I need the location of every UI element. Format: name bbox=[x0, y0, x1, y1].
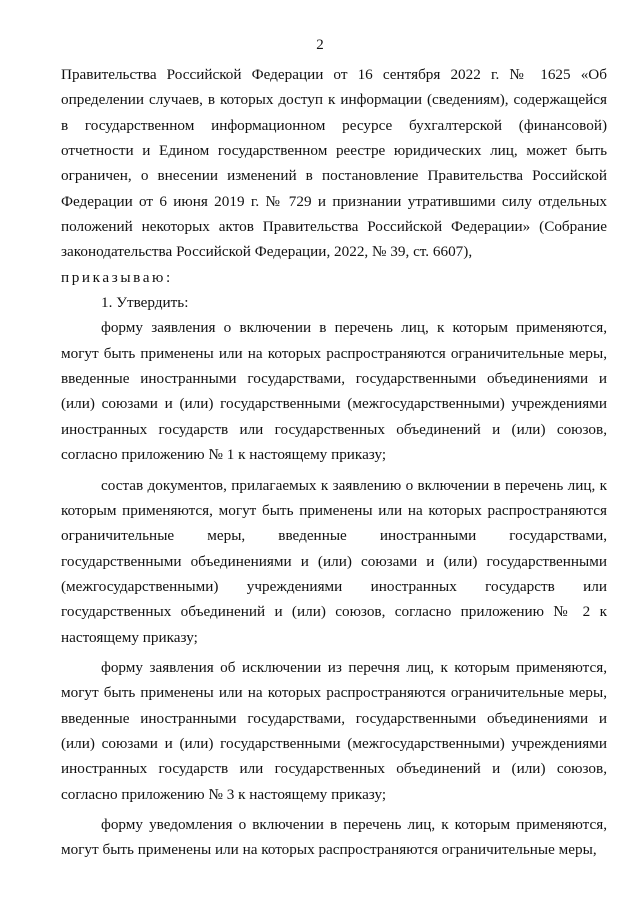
intro-text: Правительства Российской Федерации от 16 сентября 2022 г. № 1625 «Об определении случаев, в которых доступ к информации (сведениям), содержащейся в государственном информационном ресурсе бухгалтерской (финансовой) отчетности и Едином государственном реестре юридических лиц, может быть ограничен, о внесении изменений в постановление Правительства Российской Федерации от 6 июня 2019 г. № 729 и признании утратившими силу отдельных положений некоторых актов Правительства Российской Федерации» (Собрание законодательства Российской Федерации, 2022, № 39, ст. 6607), bbox=[61, 66, 607, 261]
approval-paragraph: форму заявления о включении в перечень лиц, к которым применяются, могут быть применены или на которых распространяются ограничительные меры, введенные иностранными государствами, государственными объединениями и (или) союзами и (или) государственными (межгосударственными) учреждениями иностранных государств или государственных объединений и (или) союзов, согласно приложению № 1 к настоящему приказу; bbox=[61, 319, 607, 464]
item-1-heading: 1. Утвердить: bbox=[101, 294, 189, 312]
document-body bbox=[61, 62, 607, 863]
approval-paragraph: форму заявления об исключении из перечня лиц, к которым применяются, могут быть применены или на которых распространяются ограничительные меры, введенные иностранными государствами, государственными объединениями и (или) союзами и (или) государственными (межгосударственными) учреждениями иностранных государств или государственных объединений и (или) союзов, согласно приложению № 3 к настоящему приказу; bbox=[61, 658, 607, 803]
page-number: 2 bbox=[316, 37, 324, 53]
order-word: приказываю: bbox=[61, 268, 173, 286]
approval-paragraph: состав документов, прилагаемых к заявлению о включении в перечень лиц, к которым применяются, могут быть применены или на которых распространяются ограничительные меры, введенные иностранными государствами, государственными объединениями и (или) союзами и (или) государственными (межгосударственными) учреждениями иностранных государств или государственных объединений и (или) союзов, согласно приложению № 2 к настоящему приказу; bbox=[61, 476, 607, 646]
approval-paragraph: форму уведомления о включении в перечень лиц, к которым применяются, могут быть применены или на которых распространяются ограничительные меры, bbox=[61, 815, 607, 859]
intro-paragraph bbox=[61, 62, 607, 290]
